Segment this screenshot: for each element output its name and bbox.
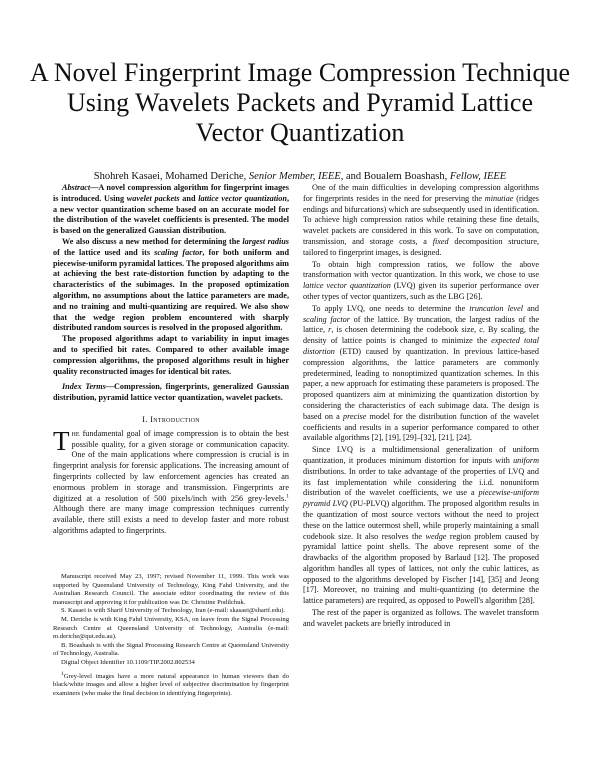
abstract-lead: Abstract: [62, 183, 91, 192]
index-terms: [53, 382, 289, 404]
author-2-role: Fellow, IEEE: [449, 171, 507, 182]
body-emph: truncation level: [469, 303, 524, 313]
math-symbol: r: [328, 325, 332, 335]
abstract-paragraph-3: The proposed algorithms adapt to variability in input images and to specified bit rates. Compared to other available image compression algorithms, the proposed algorithms result in higher quality reconstructed images for identical bit rates.: [53, 334, 289, 376]
title-line-2: Using Wavelets Packets and Pyramid Lattice: [66, 88, 534, 117]
title-line-3: Vector Quantization: [195, 118, 405, 147]
body-text: (ETD) caused by quantization. In previous lattice-based compression algorithms, the lattice parameters are commonly predetermined, leading to nonoptimized quantization schemes. In this paper, a new approach for estimating these parameters is proposed. The proposed quantizers aim at minimizing the quantization distortion by considering the characteristics of each subimage data. The design is based on a: [303, 346, 539, 421]
index-terms-text: —Compression, fingerprints, generalized Gaussian distribution, pyramid lattice vector quantization, wavelet packets.: [53, 382, 289, 403]
right-paragraph-5: The rest of the paper is organized as follows. The wavelet transform and wavelet packets are briefly introduced in: [303, 608, 539, 628]
intro-first-word: he: [71, 428, 80, 438]
body-text: (PU-PLVQ) algorithm. The proposed algorithm results in the quantization of most source vectors without the need to project these on the lattice outermost shell, while properly maintaining a small codebook size. It also resolves the: [303, 499, 539, 541]
body-emph: piecewise-uniform pyramid LVQ: [303, 488, 539, 509]
body-text: of the lattice. By truncation, the largest radius of the lattice,: [303, 314, 539, 335]
body-emph: precise: [342, 411, 367, 421]
drop-cap: T: [53, 425, 70, 456]
abstract-text: of the lattice used and its: [53, 247, 155, 257]
body-text: (ridges endings and bifurcations) which are subsequently used in identification. To achieve high compression ratios while retaining these fine details, wavelet packets are considered in this work. To save on computation, transmission, and storage costs, a: [303, 193, 539, 246]
body-emph: scaling factor: [303, 314, 350, 324]
body-emph: expected total distortion: [303, 336, 539, 356]
author-line: [20, 170, 580, 183]
footnote-1: [53, 670, 289, 699]
abstract-text: We also discuss a new method for determining the: [62, 236, 243, 246]
index-terms-paragraph: [53, 382, 289, 404]
abstract-emph: wavelet packets: [126, 193, 180, 203]
body-text: To obtain high compression ratios, we follow the above transformation with vector quantization. In this work, we chose to use: [303, 259, 539, 280]
body-text: , is chosen determining the codebook size,: [331, 325, 480, 335]
body-emph: fixed: [432, 236, 449, 246]
body-text: and: [523, 303, 539, 313]
body-emph: uniform: [513, 455, 539, 465]
author-2: , and Boualem Boashash,: [340, 171, 450, 182]
left-column: [53, 183, 289, 537]
index-terms-lead: Index Terms: [62, 382, 106, 392]
intro-text: fundamental goal of image compression is to obtain the best possible quality, for a given storage or communication capacity. One of the main applications where compression is crucial is in fingerprint analysis for forensic applications. The increasing amount of fingerprints collected by law enforcement agencies has created an enormous problem in storage and transmission. Fingerprints are digitized at a resolution of 500 pixels/inch with 256 grey-levels.: [53, 428, 289, 503]
abstract-emph: lattice vector quantization: [198, 193, 287, 203]
body-emph: lattice vector quantization: [303, 281, 391, 291]
abstract-text: —A novel compression algorithm for fingerprint images is introduced. Using: [53, 183, 289, 203]
right-paragraph-2: [303, 260, 539, 303]
intro-text: Although there are many image compression techniques currently available, there still exists a need to develop faster and more robust algorithms adapted to fingerprints.: [53, 504, 289, 535]
abstract-text: , for both uniform and piecewise-uniform pyramidal lattices. The proposed algorithms aim at achieving the best rate-distortion function by adapting to the characteristics of the subimages. In the proposed optimization algorithm, no assumptions about the lattice parameters are made, and no training and multi-quantizing are required. We also show that the wedge region problem encountered with sharply distributed random sources is resolved in the proposed algorithm.: [53, 247, 290, 333]
body-text: One of the main difficulties in developing compression algorithms for fingerprints resides in the need for preserving the: [303, 183, 539, 203]
right-column: [303, 183, 539, 631]
footnote-boashash: B. Boashash is with the Signal Processing Research Centre at Queensland University of Technology, Australia.: [53, 641, 289, 658]
body-text: Since LVQ is a multidimensional generalization of uniform quantization, it produces minimum distortion for inputs with: [303, 445, 539, 465]
body-text: (LVQ) given its superior performance over other types of vector quantizers, such as the LBG [26].: [303, 281, 539, 301]
intro-paragraph: [53, 425, 289, 537]
paper-title: [20, 58, 580, 148]
footnote-kasaei: S. Kasaei is with Sharif University of Technology, Iran (e-mail: skasaei@sharif.edu).: [61, 607, 286, 615]
footnote-doi: Digital Object Identifier 10.1109/TIP.2002.802534: [61, 658, 195, 666]
author-1-role: Senior Member, IEEE: [248, 171, 341, 182]
body-emph: minutiae: [484, 193, 514, 203]
body-emph: wedge: [425, 531, 447, 541]
abstract-emph: scaling factor: [154, 247, 203, 257]
body-text: distributions. In order to take advantage of the properties of LVQ and its fast implementation while considering the i.i.d. nonuniform distribution of the wavelet coefficients, we use a: [303, 466, 539, 498]
footnote-1-text: Grey-level images have a more natural appearance to human viewers than do black/white images and allow a higher level of subjective discrimination by fingerprint examiners (who make the final decision in identifying fingerprints).: [53, 672, 289, 697]
body-text: region problem caused by pyramidal lattice point shells. The above represent some of the drawbacks of the algorithm proposed by Barlaud [12]. The proposed algorithm handles all types of lattices, not only the cubic lattices, as opposed to the algorithms developed by Fischer [14], [35] and Jeong [17]. Moreover, no training and multi-quantizing (to determine the lattice parameters) are required, as opposed to Powell's algorithm [28].: [303, 531, 539, 606]
abstract: [53, 183, 289, 377]
footnote-received: Manuscript received May 23, 1997; revised November 11, 1999. This work was supported by Queensland University of Technology, King Fahd University, and the Australian Research Council. The associate editor coordinating the review of this manuscript and approving it for publication was Dr. Christine Podilchuk.: [53, 573, 289, 606]
title-line-1: A Novel Fingerprint Image Compression Technique: [30, 58, 570, 87]
footnote-marker: 1: [286, 492, 289, 499]
abstract-text: , a new vector quantization scheme based on an accurate model for the distribution of the wavelet coefficients is presented. The model is based on the generalized Gaussian distribution.: [53, 193, 289, 236]
right-paragraph-1: [303, 183, 539, 259]
right-paragraph-4: [303, 445, 539, 607]
footnote-deriche: M. Deriche is with King Fahd University, KSA, on leave from the Signal Processing Research Centre at Queensland University of Technology, Australia (e-mail: m.deriche@qut.edu.au).: [53, 615, 289, 641]
abstract-paragraph-1: [53, 183, 289, 237]
abstract-text: and: [179, 193, 199, 203]
body-text: model for the distribution function of the wavelet coefficients and results in a superior performance compared to other available algorithms [2], [19], [29]–[32], [21], [24].: [303, 411, 539, 443]
footnote-1-mark: 1: [61, 670, 64, 677]
author-1: Shohreh Kasaei, Mohamed Deriche,: [93, 171, 249, 182]
abstract-emph: largest radius: [242, 236, 289, 246]
abstract-paragraph-2: [53, 237, 289, 334]
body-text: To apply LVQ, one needs to determine the: [312, 303, 470, 313]
right-paragraph-3: [303, 304, 539, 444]
body-text: decomposition structure, tailored to fingerprint images, is designed.: [303, 236, 539, 257]
introduction: [53, 425, 289, 537]
math-symbol: c: [479, 325, 483, 335]
section-heading-introduction: I. Introduction: [142, 413, 200, 424]
footnotes: [53, 573, 289, 698]
body-text: . By scaling, the density of lattice points is changed to minimize the: [303, 325, 539, 346]
